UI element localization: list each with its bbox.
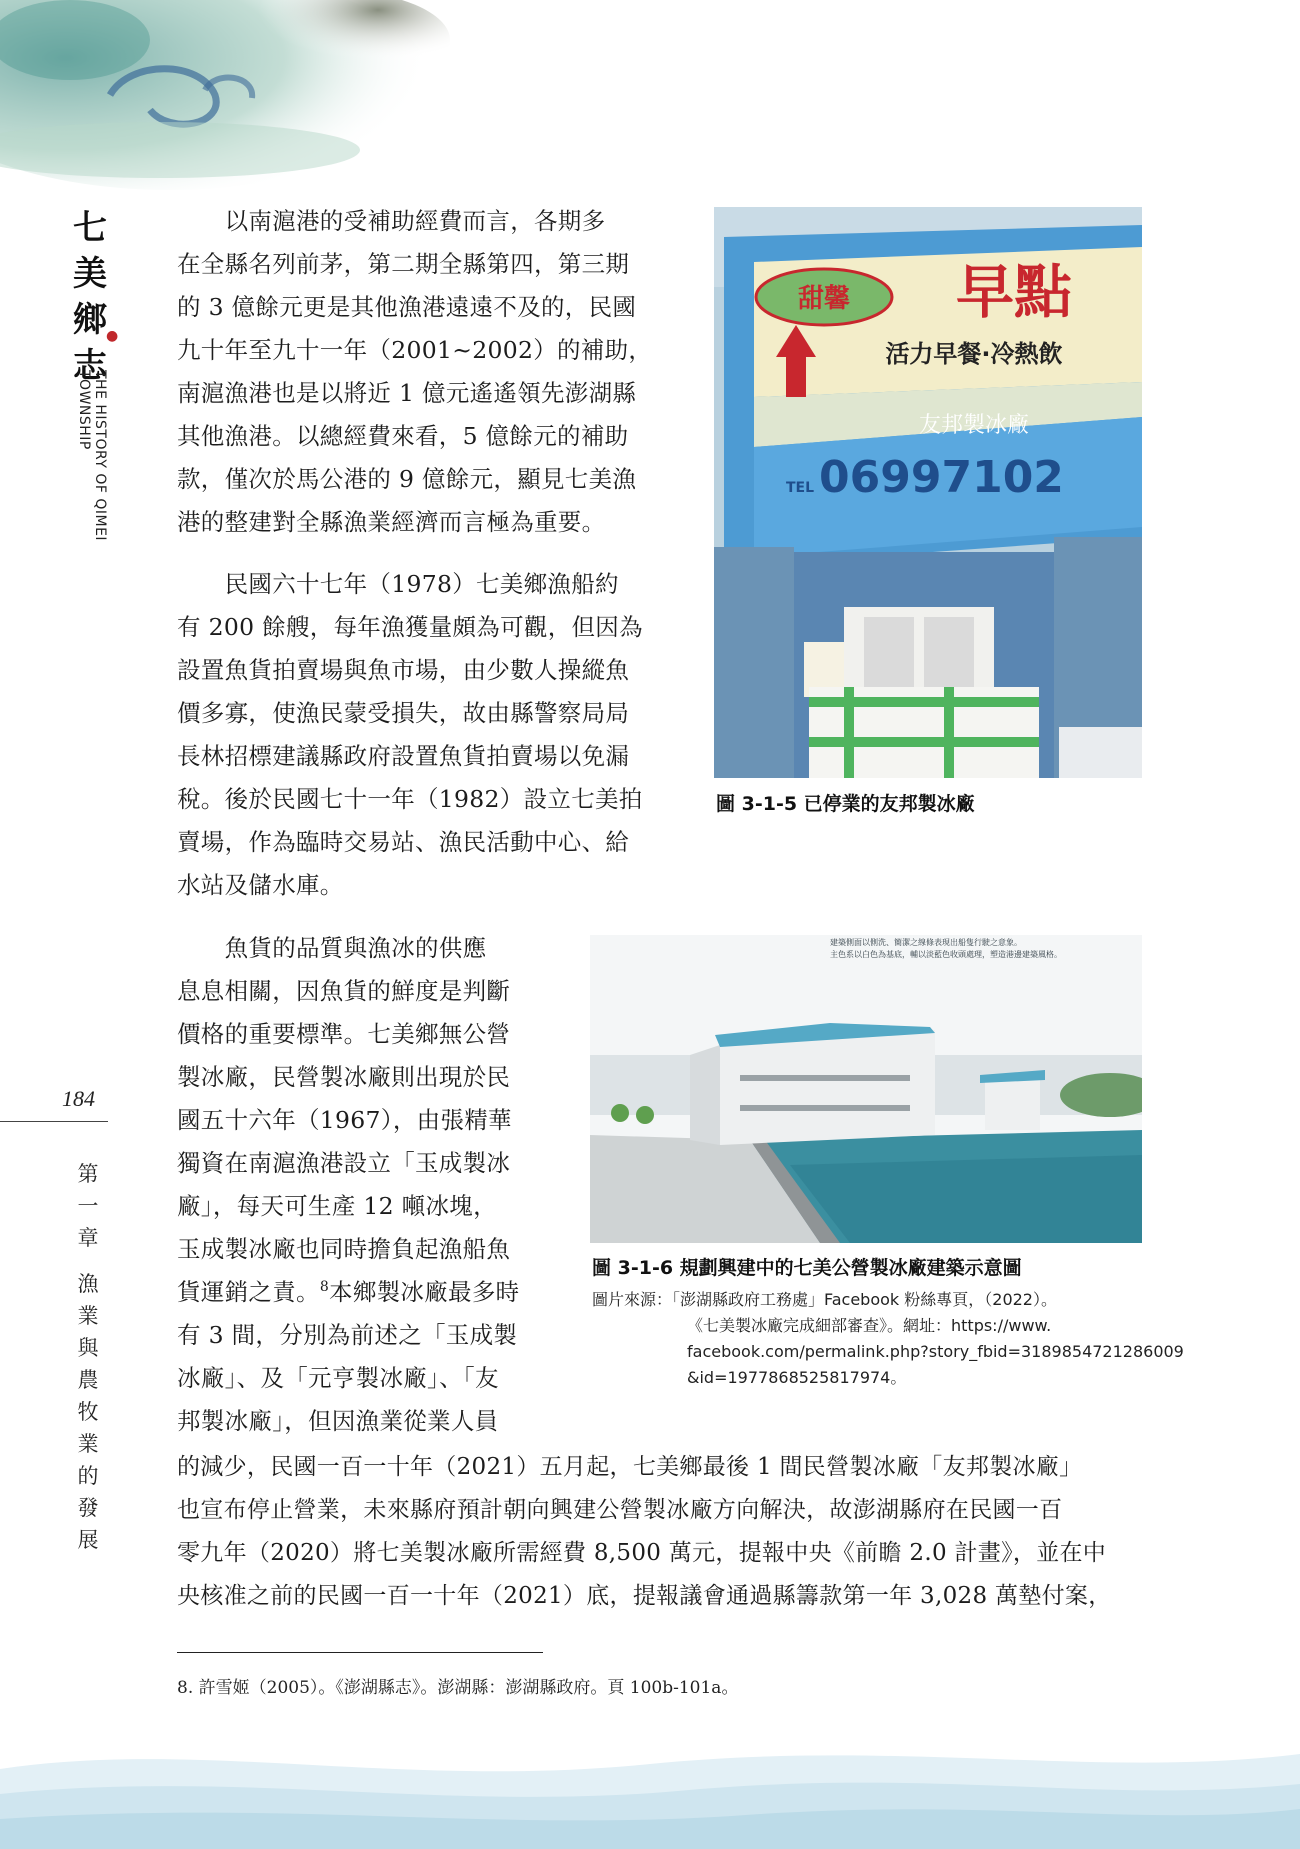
text-line: 價格的重要標準。七美鄉無公營 [177, 1020, 511, 1048]
text-line: 民國六十七年（1978）七美鄉漁船約 [177, 570, 619, 598]
text-line: 有 3 間，分別為前述之「玉成製 [177, 1321, 518, 1349]
text-line: 製冰廠，民營製冰廠則出現於民 [177, 1063, 511, 1091]
chapter-char: 第 [77, 1162, 99, 1186]
text-line: 零九年（2020）將七美製冰廠所需經費 8,500 萬元，提報中央《前瞻 2.0 計畫》，並在中 [177, 1540, 1107, 1566]
chapter-char: 章 [77, 1226, 99, 1250]
source-line: facebook.com/permalink.php?story_fbid=3189854721286009 [687, 1342, 1184, 1361]
chapter-char: 牧 [77, 1400, 99, 1424]
text-line: 有 200 餘艘，每年漁獲量頗為可觀，但因為 [177, 613, 643, 641]
text-line: 港的整建對全縣漁業經濟而言極為重要。 [177, 508, 606, 536]
red-dot-icon: ● [106, 328, 119, 344]
sign-tel-label: TEL [786, 480, 815, 496]
footnote-ref: 8 [319, 1279, 330, 1296]
figure1-caption: 圖 3-1-5 已停業的友邦製冰廠 [716, 793, 975, 815]
sign-brand-text: 甜馨 [797, 284, 851, 314]
figure2-caption: 圖 3-1-6 規劃興建中的七美公營製冰廠建築示意圖 [592, 1257, 1022, 1279]
text-line: 長林招標建議縣政府設置魚貨拍賣場以免漏 [177, 742, 630, 770]
book-title-vertical [70, 205, 119, 389]
text-line: 以南滬港的受補助經費而言，各期多 [177, 207, 606, 235]
paragraph-ice-supply-continued [177, 1446, 1143, 1618]
text-line: 款，僅次於馬公港的 9 億餘元，顯見七美漁 [177, 465, 637, 493]
footer-wave-decoration [0, 1709, 1300, 1849]
english-title: THE HISTORY OF QIMEI TOWNSHIP [76, 370, 108, 542]
rendering-public-ice-factory [590, 935, 1142, 1243]
text-line: 的減少，民國一百一十年（2021）五月起，七美鄉最後 1 間民營製冰廠「友邦製冰廠」 [177, 1454, 1083, 1480]
book-title-char: 美 [73, 254, 107, 294]
text-line: 國五十六年（1967），由張精華 [177, 1106, 512, 1134]
text-line: 九十年至九十一年（2001~2002）的補助， [177, 336, 653, 364]
sign-phone-text: 06997102 [819, 452, 1064, 503]
text-fragment: 貨運銷之責。 [177, 1278, 320, 1306]
rendering-note: 主色系以白色為基底，輔以淡藍色收頭處理，塑造港邊建築風格。 [830, 950, 1062, 959]
chapter-heading [73, 1158, 103, 1556]
page-number: 184 [62, 1086, 95, 1111]
text-line: 稅。後於民國七十一年（1982）設立七美拍 [177, 785, 643, 813]
text-line: 在全縣名列前茅，第二期全縣第四，第三期 [177, 250, 630, 278]
text-line: 息息相關，因魚貨的鮮度是判斷 [177, 977, 511, 1005]
source-line: 圖片來源：「澎湖縣政府工務處」Facebook 粉絲專頁，（2022）。 [592, 1290, 1057, 1309]
text-line: 價多寡，使漁民蒙受損失，故由縣警察局局 [177, 699, 630, 727]
chapter-char: 農 [77, 1368, 99, 1392]
footnote-rule [177, 1652, 543, 1653]
chapter-char: 業 [77, 1304, 99, 1328]
book-title-char: 七 [73, 208, 107, 248]
text-line: 魚貨的品質與漁冰的供應 [177, 934, 487, 962]
text-line: 邦製冰廠」，但因漁業從業人員 [177, 1407, 499, 1435]
text-line [177, 1271, 547, 1314]
sign-company-text: 友邦製冰廠 [918, 413, 1030, 438]
chapter-char: 發 [77, 1496, 99, 1520]
rendering-note: 建築側面以側洗、簡潔之線條表現出船隻行駛之意象。 [830, 938, 1022, 947]
text-line: 其他漁港。以總經費來看，5 億餘元的補助 [177, 422, 629, 450]
chapter-char: 一 [77, 1194, 99, 1218]
text-line: 玉成製冰廠也同時擔負起漁船魚 [177, 1235, 511, 1263]
book-title-char: 鄉 [73, 300, 107, 340]
chapter-char: 與 [77, 1336, 99, 1360]
paragraph-auction [177, 563, 667, 907]
text-line: 的 3 億餘元更是其他漁港遠遠不及的，民國 [177, 293, 637, 321]
paragraph-ice-supply [177, 927, 547, 1443]
text-line: 賣場，作為臨時交易站、漁民活動中心、給 [177, 828, 630, 856]
source-line: &id=1977868525817974。 [687, 1368, 907, 1387]
text-line: 也宣布停止營業，未來縣府預計朝向興建公營製冰廠方向解決，故澎湖縣府在民國一百 [177, 1497, 1063, 1523]
text-line: 南滬漁港也是以將近 1 億元遙遙領先澎湖縣 [177, 379, 637, 407]
chapter-char: 的 [77, 1464, 99, 1488]
chapter-char: 展 [77, 1528, 99, 1552]
chapter-char: 漁 [77, 1272, 99, 1296]
header-watercolor-decoration [0, 0, 520, 190]
page-number-rule [0, 1121, 108, 1122]
source-line: 《七美製冰廠完成細部審查》。網址：https://www. [687, 1316, 1052, 1335]
text-line: 央核准之前的民國一百一十年（2021）底，提報議會通過縣籌款第一年 3,028 萬墊付案， [177, 1583, 1112, 1609]
book-title-char: 志 [73, 346, 107, 386]
photo-ice-factory-closed [714, 207, 1142, 778]
sign-sub-text: 活力早餐·冷熱飲 [885, 340, 1063, 368]
text-line: 冰廠」、及「元亨製冰廠」、「友 [177, 1364, 499, 1392]
chapter-char: 業 [77, 1432, 99, 1456]
text-line: 水站及儲水庫。 [177, 871, 344, 899]
text-fragment: 本鄉製冰廠最多時 [329, 1278, 520, 1306]
figure2-source [592, 1287, 1184, 1391]
footnote-text: 8. 許雪姬（2005）。《澎湖縣志》。澎湖縣：澎湖縣政府。頁 100b-101a。 [177, 1678, 739, 1698]
text-line: 設置魚貨拍賣場與魚市場，由少數人操縱魚 [177, 656, 630, 684]
text-line: 獨資在南滬漁港設立「玉成製冰 [177, 1149, 511, 1177]
text-line: 廠」，每天可生產 12 噸冰塊， [177, 1192, 497, 1220]
paragraph-subsidy [177, 200, 667, 544]
sign-main-text: 早點 [955, 258, 1073, 326]
